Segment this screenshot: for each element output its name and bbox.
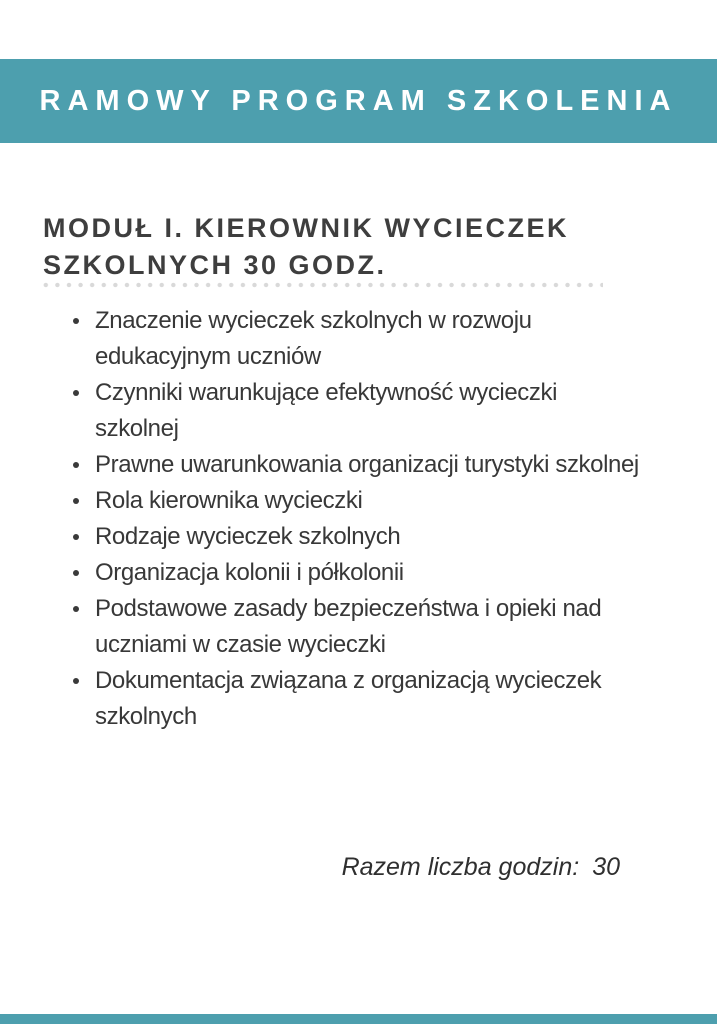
list-item: Organizacja kolonii i półkolonii [68,555,643,591]
module-heading-line2: SZKOLNYCH 30 GODZ. [43,250,387,281]
page-title: RAMOWY PROGRAM SZKOLENIA [39,84,678,117]
list-item: Rodzaje wycieczek szkolnych [68,519,643,555]
list-item: Znaczenie wycieczek szkolnych w rozwoju edukacyjnym uczniów [68,303,643,375]
list-item: Dokumentacja związana z organizacją wycieczek szkolnych [68,663,643,735]
list-item: Czynniki warunkujące efektywność wycieczki szkolnej [68,375,643,447]
header-band [0,59,717,143]
list-item: Prawne uwarunkowania organizacji turystyki szkolnej [68,447,643,483]
footer-band [0,1014,717,1024]
module-heading-line1: MODUŁ I. KIEROWNIK WYCIECZEK [43,213,569,244]
total-hours-line [342,853,620,882]
dotted-divider [40,282,603,288]
topic-list [68,303,643,735]
list-item: Rola kierownika wycieczki [68,483,643,519]
total-hours-value: 30 [592,853,620,881]
module-heading [43,210,569,284]
total-hours-label: Razem liczba godzin: [341,853,580,881]
list-item: Podstawowe zasady bezpieczeństwa i opieki nad uczniami w czasie wycieczki [68,591,643,663]
